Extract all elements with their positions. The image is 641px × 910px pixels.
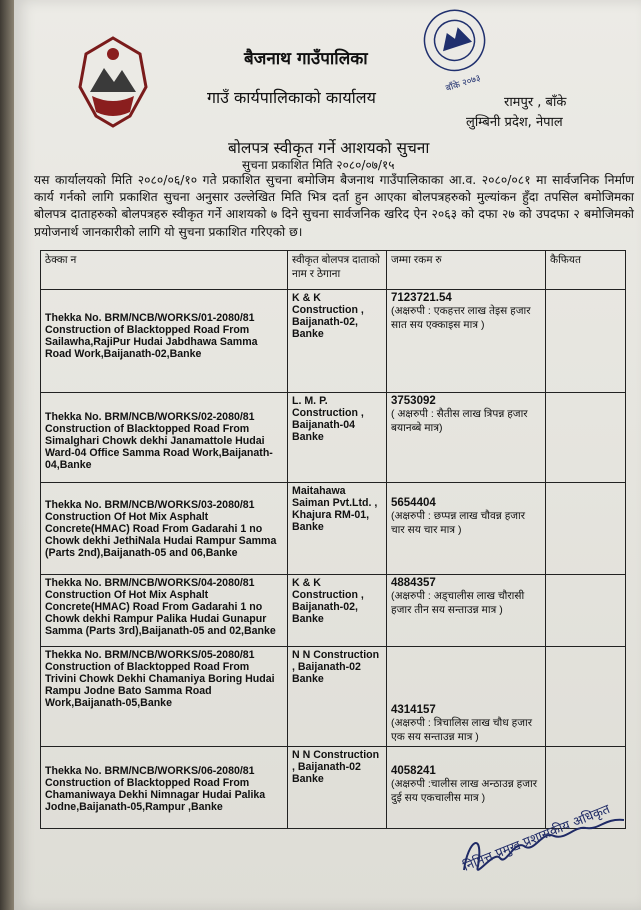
remarks: [546, 393, 626, 483]
notice-published-date: सुचना प्रकाशित मिति २०८०/०७/१५: [242, 158, 395, 172]
table-row: [41, 647, 626, 747]
signatory-title: निमित्त प्रमुख प्रशासकीय अधिकृत: [461, 802, 613, 875]
remarks: [546, 575, 626, 647]
contractor: L. M. P. Construction , Baijanath-04 Banke: [288, 393, 387, 483]
header-remarks: कैफियत: [546, 251, 626, 290]
amount: 3753092: [391, 395, 436, 407]
contractor: N N Construction , Baijanath-02 Banke: [288, 747, 387, 829]
work-description: Thekka No. BRM/NCB/WORKS/01-2080/81 Construction of Blacktopped Road From Sailawha,RajiPur Hudai Jabdhawa Samma Road Work,Baijanath-02,Banke: [41, 290, 288, 393]
amount: 4314157: [391, 704, 436, 716]
amount: 4058241: [391, 765, 436, 777]
table-row: [41, 483, 626, 575]
header-contract-no: ठेक्का न: [41, 251, 288, 290]
amount-words: (अक्षरुपी : त्रिचालिस लाख चौध हजार एक सय सन्ताउन्न मात्र ): [391, 717, 533, 743]
desk-edge: [0, 0, 14, 910]
amount-words: (अक्षरुपी : अड्चालीस लाख चौरासी हजार तीन सय सन्ताउन्न मात्र ): [391, 590, 525, 616]
contractor: N N Construction , Baijanath-02 Banke: [288, 647, 387, 747]
address-line-1: रामपुर , बाँके: [504, 95, 567, 110]
table-row: [41, 290, 626, 393]
amount-words: (अक्षरुपी :चालीस लाख अन्ठाउन्न हजार दुई सय एकचालीस मात्र ): [391, 778, 538, 804]
office-subtitle: गाउँ कार्यपालिकाको कार्यालय: [207, 88, 376, 107]
amount-cell: [387, 393, 546, 483]
amount: 7123721.54: [391, 292, 452, 304]
work-description: Thekka No. BRM/NCB/WORKS/06-2080/81 Construction of Blacktopped Road From Chamaniwaya Dekhi Nimnagar Hudai Palika Jodne,Baijanath-05,Rampur ,Banke: [41, 747, 288, 829]
office-seal-stamp: [396, 0, 518, 96]
table-header-row: [41, 251, 626, 290]
nepal-emblem-logo: [70, 32, 156, 132]
remarks: [546, 483, 626, 575]
amount: 4884357: [391, 577, 436, 589]
header-bidder: स्वीकृत बोलपत्र दाताको नाम र ठेगाना: [288, 251, 387, 290]
amount-words: (अक्षरुपी : एकहत्तर लाख तेइस हजार सात सय एक्काइस मात्र ): [391, 305, 531, 331]
amount-cell: [387, 483, 546, 575]
contractor: Maitahawa Saiman Pvt.Ltd. , Khajura RM-01, Banke: [288, 483, 387, 575]
amount-cell: [387, 290, 546, 393]
amount-cell: [387, 575, 546, 647]
address-line-2: लुम्बिनी प्रदेश, नेपाल: [466, 115, 563, 130]
amount-words: ( अक्षरुपी : सैतीस लाख त्रिपन्न हजार बयानब्बे मात्र): [391, 408, 528, 434]
work-description: Thekka No. BRM/NCB/WORKS/05-2080/81 Construction of Blacktopped Road From Trivini Chowk Dekhi Chamaniya Boring Hudai Rampu Jodne Bato Samma Road Work,Baijanath-05,Banke: [41, 647, 288, 747]
work-description: Thekka No. BRM/NCB/WORKS/03-2080/81 Construction Of Hot Mix Asphalt Concrete(HMAC) Road From Gadarahi 1 no Chowk dekhi JethiNala Hudai Rampur Samma (Parts 2nd),Baijanath-05 and 06,Banke: [41, 483, 288, 575]
amount: 5654404: [391, 497, 436, 509]
remarks: [546, 647, 626, 747]
remarks: [546, 290, 626, 393]
office-name: बैजनाथ गाउँपालिका: [244, 49, 368, 69]
svg-text:बाँके २०७३: बाँके २०७३: [444, 73, 483, 95]
notice-page: [14, 0, 641, 910]
work-description: Thekka No. BRM/NCB/WORKS/04-2080/81 Construction Of Hot Mix Asphalt Concrete(HMAC) Road From Gadarahi 1 no Chowk dekhi Rampur Palika Hudai Gunapur Samma (Parts 3rd),Baijanath-05 and 02,Banke: [41, 575, 288, 647]
table-row: [41, 575, 626, 647]
amount-cell: [387, 647, 546, 747]
header-amount: जम्मा रकम रु: [387, 251, 546, 290]
amount-words: (अक्षरुपी : छप्पन्न लाख चौवन्न हजार चार सय चार मात्र ): [391, 510, 526, 536]
notice-title: बोलपत्र स्वीकृत गर्ने आशयको सुचना: [228, 139, 430, 157]
table-row: [41, 393, 626, 483]
contractor: K & K Construction , Baijanath-02, Banke: [288, 575, 387, 647]
contracts-table: [40, 250, 626, 829]
notice-intro-paragraph: यस कार्यालयको मिति २०८०/०६/१० गते प्रकाशित सुचना बमोजिम बैजनाथ गाउँपालिकाका आ.व. २०८०/०८१ मा सार्वजनिक निर्माण कार्य गर्नको लागि प्रकाशित सुचना अनुसार उल्लेखित मिति भित्र दर्ता हुन आएका बोलपत्रहरुको मुल्यांकन हुँदा तपसिल बमोजिमका बोलपत्र दाताहरुको बोलपत्रहरु स्वीकृत गर्ने आशयको ७ दिने सुचना सार्वजनिक खरिद ऐन २०६३ को दफा २७ को उपदफा २ बमोजिमको प्रयोजनार्थ जानकारीको लागि यो सुचना प्रकाशित गरिएको छ।: [34, 173, 634, 239]
work-description: Thekka No. BRM/NCB/WORKS/02-2080/81 Construction of Blacktopped Road From Simalghari Chowk dekhi Janamattole Hudai Ward-04 Office Samma Road Work,Baijanath-04,Banke: [41, 393, 288, 483]
contractor: K & K Construction , Baijanath-02, Banke: [288, 290, 387, 393]
